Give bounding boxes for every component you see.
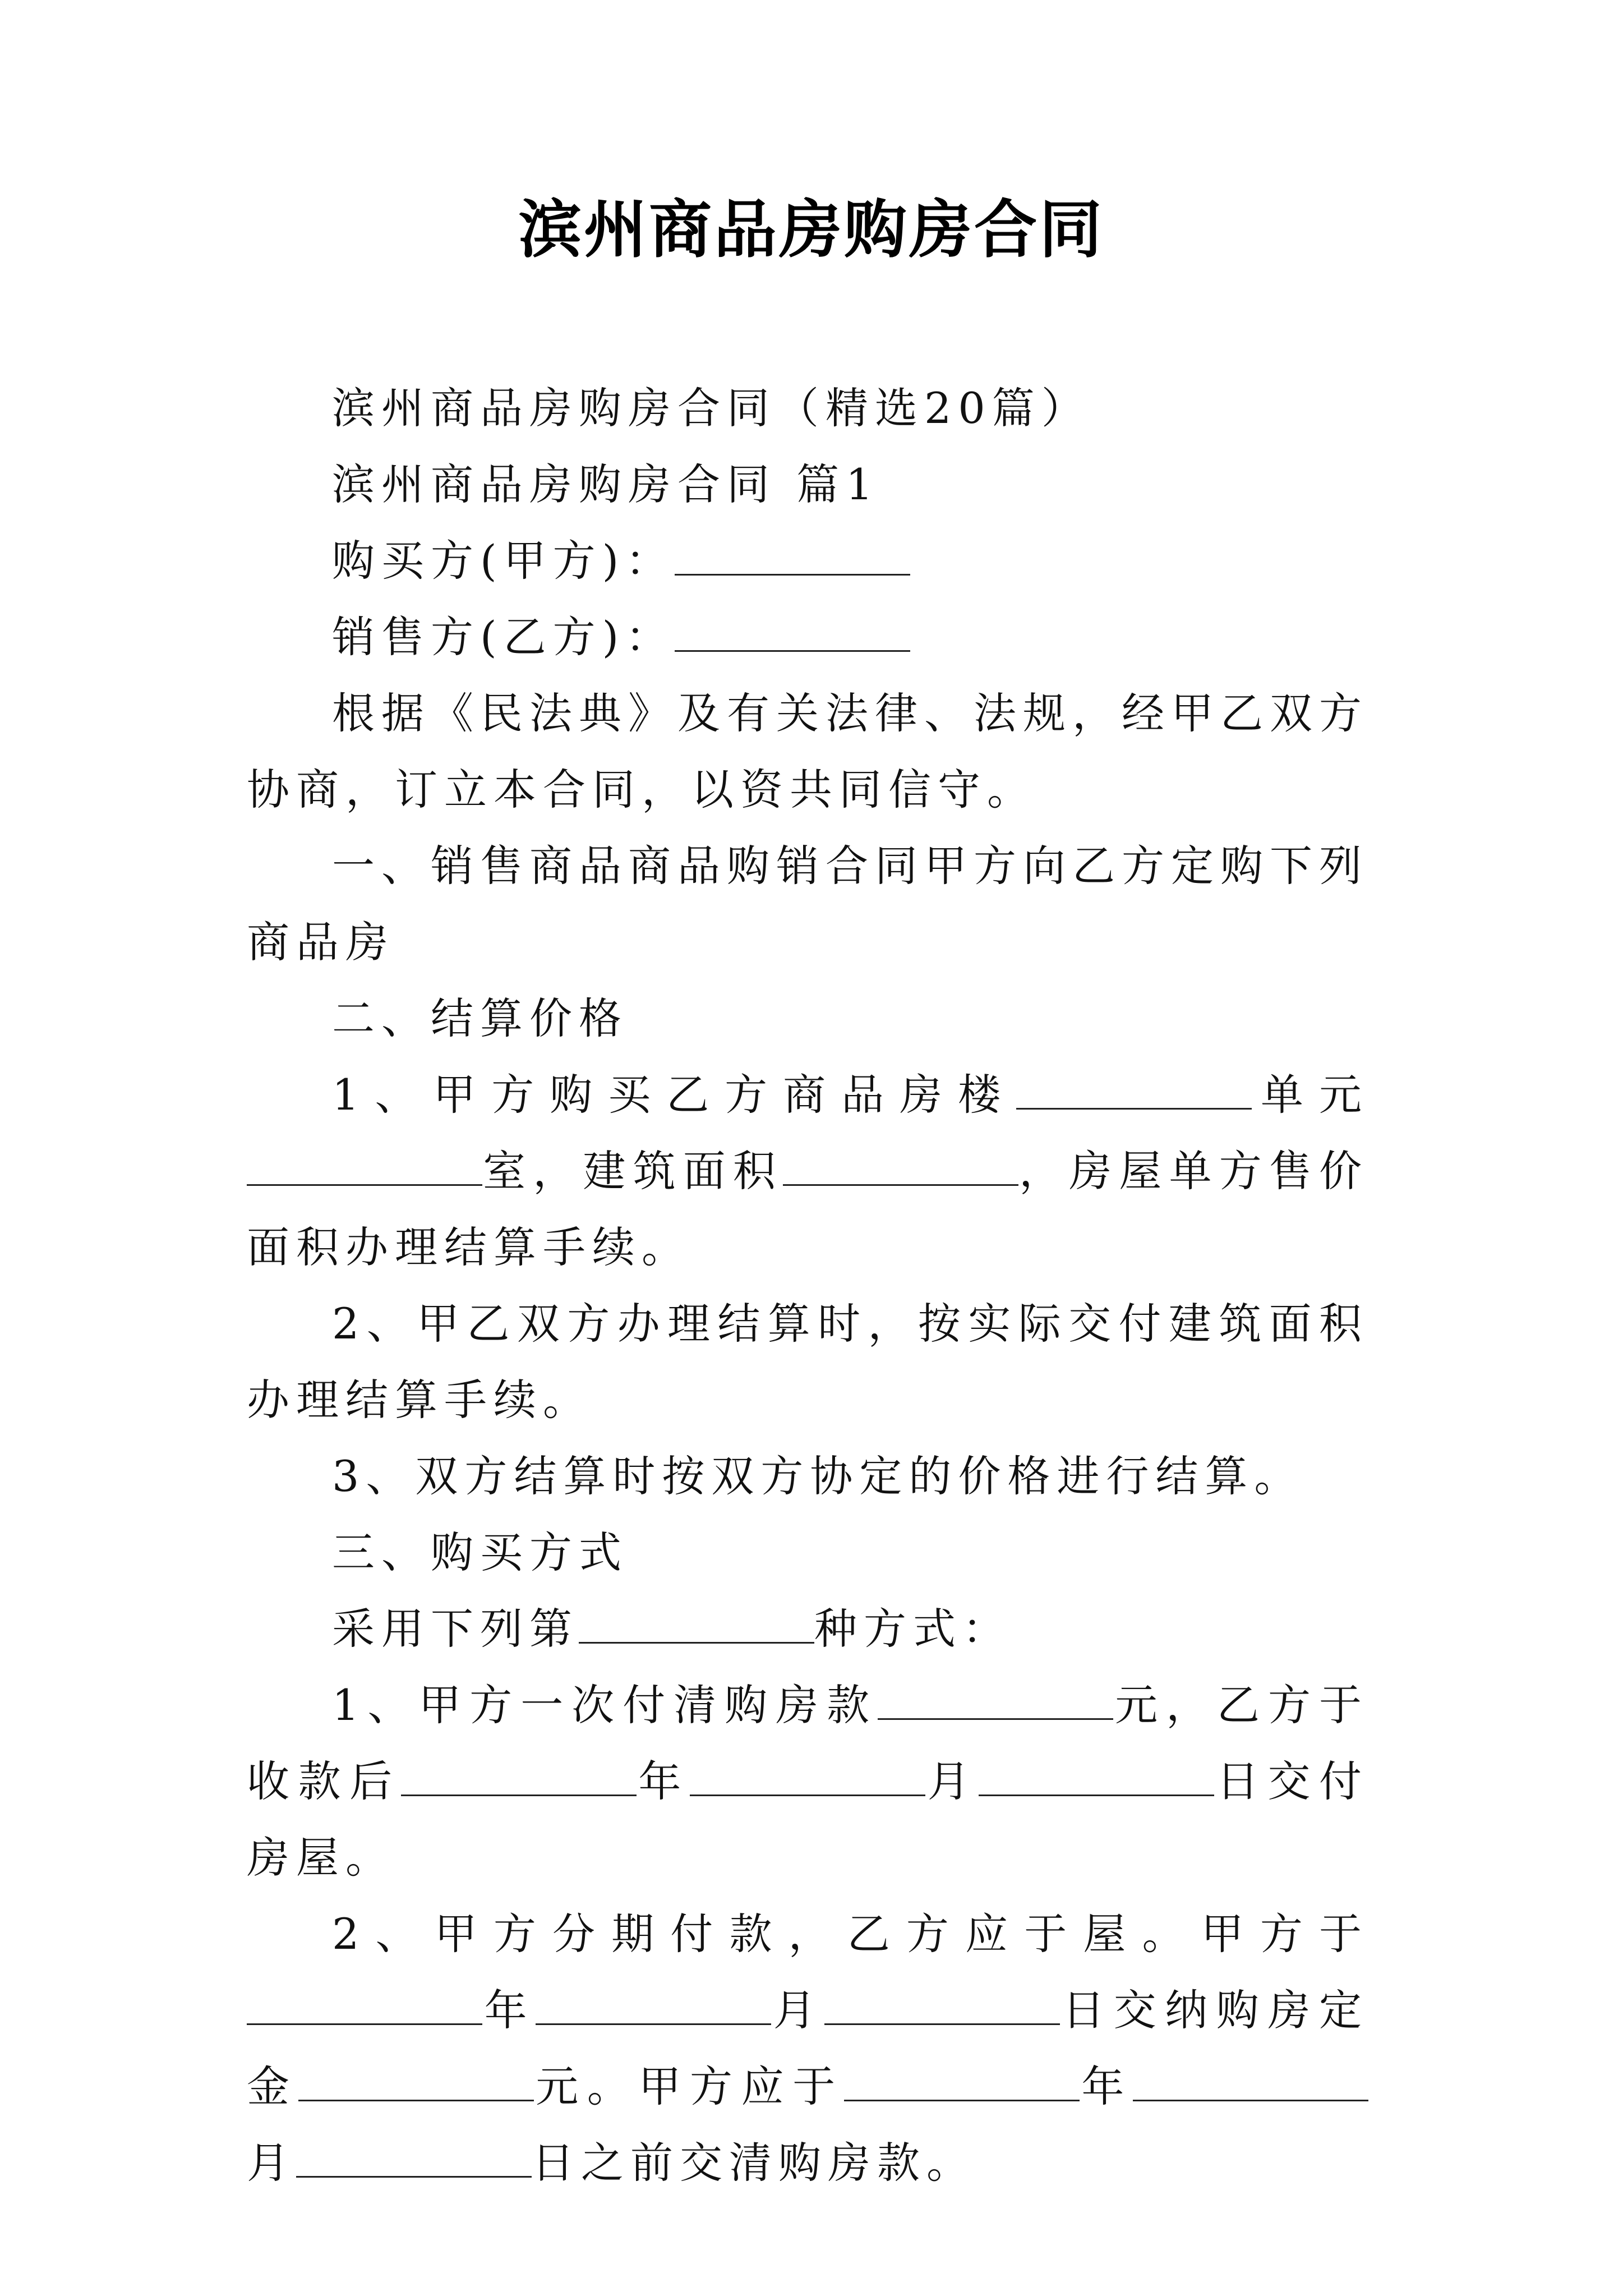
- section-two: 二、结算价格: [332, 993, 628, 1043]
- clause-2: 2、甲乙双方办理结算时，按实际交付建筑面积办理结算手续。: [247, 1299, 1368, 1425]
- blank-field: [296, 2165, 532, 2178]
- clause-text: 月: [247, 2138, 296, 2188]
- blank-field: [401, 1783, 637, 1796]
- blank-field: [247, 1173, 482, 1186]
- clause-text: 种方式：: [814, 1604, 1012, 1654]
- payment-2: [247, 1896, 1368, 2201]
- payment-1: [247, 1667, 1368, 1896]
- blank-field: [844, 2088, 1080, 2101]
- part-heading: 滨州商品房购房合同 篇1: [332, 459, 880, 509]
- blank-field: [824, 2012, 1060, 2025]
- clause-text: 室，建筑面积: [482, 1146, 783, 1196]
- clause-text: 年: [482, 1985, 536, 2035]
- clause-1: [247, 1057, 1368, 1286]
- clause-text: ，房屋单方售价面积办理结算手续。: [247, 1146, 1368, 1272]
- clause-text: 日之前交清购房款。: [532, 2138, 976, 2188]
- blank-field: [675, 563, 910, 576]
- intro-paragraph: 滨州商品房购房合同（精选20篇）: [332, 383, 1091, 433]
- blank-field: [690, 1783, 925, 1796]
- method-line: [247, 1591, 1368, 1667]
- buyer-label: 购买方(甲方)：: [332, 536, 675, 586]
- seller-label: 销售方(乙方)：: [332, 612, 675, 662]
- buyer-line: [247, 523, 1368, 599]
- clause-text: 年: [1079, 2062, 1133, 2111]
- clause-text: 元。甲方应于: [533, 2062, 844, 2111]
- blank-field: [1133, 2088, 1368, 2101]
- blank-field: [675, 639, 910, 652]
- blank-field: [878, 1707, 1113, 1720]
- seller-line: [247, 599, 1368, 675]
- clause-text: 1、甲方一次付清购房款: [332, 1680, 878, 1730]
- blank-field: [979, 1783, 1214, 1796]
- document-title: 滨州商品房购房合同: [519, 193, 1104, 266]
- section-one: 一、销售商品商品购销合同甲方向乙方定购下列商品房: [247, 841, 1368, 967]
- clause-text: 月: [771, 1985, 825, 2035]
- basis-paragraph: 根据《民法典》及有关法律、法规，经甲乙双方协商，订立本合同，以资共同信守。: [247, 688, 1368, 815]
- document-body: [247, 370, 1368, 2201]
- clause-text: 2、甲方分期付款，乙方应于屋。甲方于: [332, 1909, 1368, 1959]
- clause-3: 3、双方结算时按双方协定的价格进行结算。: [332, 1451, 1304, 1501]
- blank-field: [536, 2012, 771, 2025]
- blank-field: [247, 2012, 482, 2025]
- clause-text: 日交纳购房定金: [247, 1985, 1369, 2111]
- clause-text: 年: [636, 1756, 690, 1806]
- blank-field: [579, 1631, 814, 1644]
- clause-text: 1、甲方购买乙方商品房楼: [332, 1070, 1017, 1120]
- section-three: 三、购买方式: [332, 1527, 628, 1577]
- clause-text: 元，乙方于收款后: [247, 1680, 1368, 1806]
- blank-field: [298, 2088, 534, 2101]
- clause-text: 月: [925, 1756, 979, 1806]
- clause-text: 单元: [1252, 1070, 1368, 1120]
- clause-text: 日交付房屋。: [247, 1756, 1369, 1883]
- clause-text: 采用下列第: [332, 1604, 579, 1654]
- blank-field: [1016, 1097, 1252, 1110]
- blank-field: [783, 1173, 1018, 1186]
